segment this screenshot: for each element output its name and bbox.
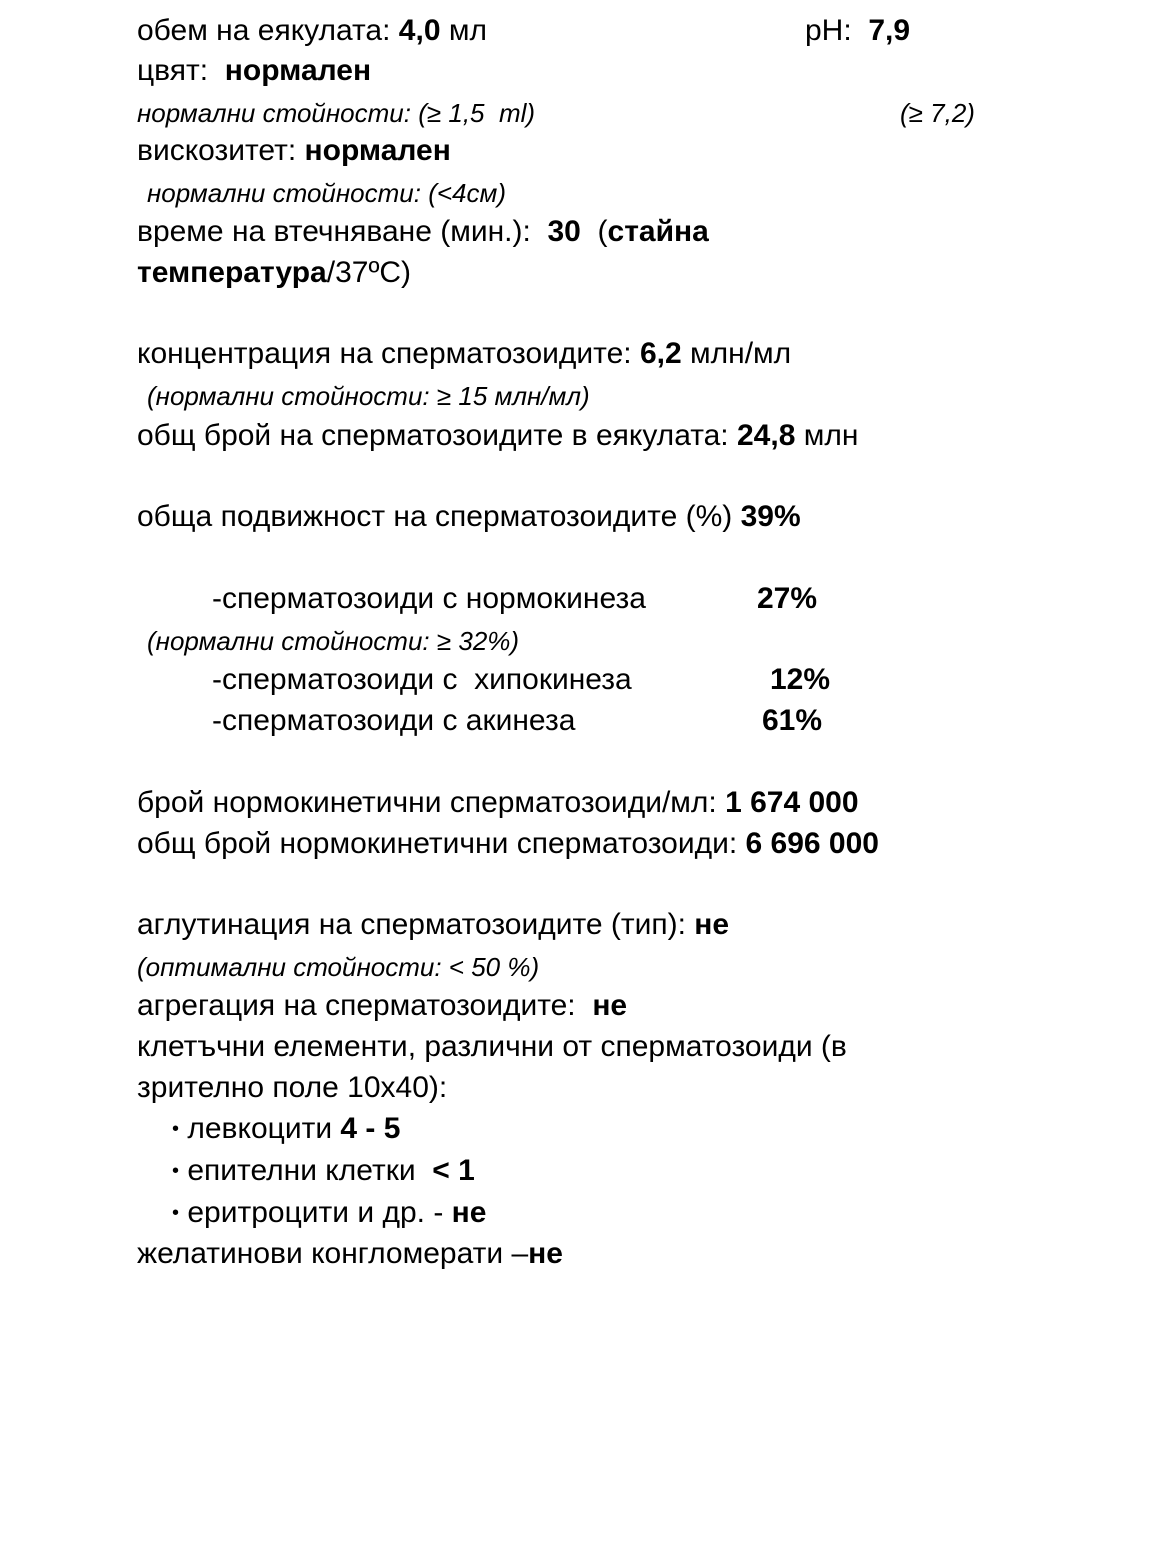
gelatin-value: не	[528, 1237, 563, 1270]
total-count-value: 24,8	[736, 419, 796, 452]
concentration-label: концентрация на сперматозоидите:	[137, 337, 640, 370]
list-item	[172, 1153, 475, 1189]
cells-heading-2: зрително поле 10х40):	[137, 1071, 448, 1104]
liquefaction-paren: (	[580, 215, 608, 248]
liquefaction-temp-bold-1: стайна	[607, 215, 709, 248]
agglutination-line	[137, 907, 729, 943]
epithelial-label: епителни клетки	[187, 1154, 433, 1187]
liquefaction-temp-bold-2: температура	[137, 256, 327, 289]
liquefaction-temp-rest: /37ºC)	[326, 256, 412, 289]
ph-line	[805, 13, 910, 49]
agglutination-norm: (оптимални стойности: < 50 %)	[137, 952, 540, 982]
cells-heading-1: клетъчни елементи, различни от сперматозоиди (в	[137, 1030, 847, 1063]
list-item	[172, 1195, 486, 1231]
normokinetic-per-ml-value: 1 674 000	[725, 786, 859, 819]
aggregation-value: не	[592, 989, 628, 1022]
volume-label: обем на еякулата:	[137, 14, 399, 47]
agglutination-label: аглутинация на сперматозоидите (тип):	[137, 908, 695, 941]
concentration-line	[137, 336, 791, 372]
bullet-icon: •	[172, 1118, 180, 1140]
normokinesis-norm: (нормални стойности: ≥ 32%)	[147, 626, 520, 656]
normokinesis-value: 27%	[757, 582, 818, 615]
bullet-icon: •	[172, 1202, 180, 1224]
color-value: нормален	[224, 54, 372, 87]
leukocytes-value: 4 - 5	[340, 1112, 401, 1145]
normokinetic-per-ml-label: брой нормокинетични сперматозоиди/мл:	[137, 786, 726, 819]
gelatin-line	[137, 1236, 563, 1272]
total-count-unit: млн	[795, 419, 859, 452]
motility-label: обща подвижност на сперматозоидите (%)	[137, 500, 741, 533]
motility-line	[137, 499, 801, 535]
ph-value: 7,9	[868, 14, 911, 47]
bullet-icon: •	[172, 1160, 180, 1182]
aggregation-line	[137, 988, 627, 1024]
concentration-unit: млн/мл	[681, 337, 792, 370]
hypokinesis-label: -сперматозоиди с хипокинеза	[212, 663, 632, 696]
volume-norm: нормални стойности: (≥ 1,5 ml)	[137, 98, 536, 128]
volume-value: 4,0	[398, 14, 441, 47]
color-label: цвят:	[137, 54, 225, 87]
motility-value: 39%	[740, 500, 801, 533]
leukocytes-label: левкоцити	[187, 1112, 341, 1145]
volume-line	[137, 13, 487, 49]
liquefaction-label: време на втечняване (мин.):	[137, 215, 548, 248]
volume-unit: мл	[440, 14, 487, 47]
erythrocytes-label: еритроцити и др. -	[187, 1196, 452, 1229]
normokinetic-per-ml-line	[137, 785, 859, 821]
aggregation-label: агрегация на сперматозоидите:	[137, 989, 593, 1022]
epithelial-value: < 1	[432, 1154, 475, 1187]
total-count-line	[137, 418, 858, 454]
liquefaction-value: 30	[547, 215, 581, 248]
ph-norm: (≥ 7,2)	[900, 98, 975, 128]
concentration-value: 6,2	[639, 337, 682, 370]
gelatin-label: желатинови конгломерати –	[137, 1237, 529, 1270]
hypokinesis-value: 12%	[770, 663, 831, 696]
agglutination-value: не	[694, 908, 730, 941]
viscosity-label: вискозитет:	[137, 134, 305, 167]
liquefaction-line-2	[137, 255, 411, 291]
ph-label: pH:	[805, 14, 869, 47]
color-line	[137, 53, 371, 89]
erythrocytes-value: не	[451, 1196, 487, 1229]
liquefaction-line	[137, 214, 709, 250]
normokinetic-total-line	[137, 826, 879, 862]
viscosity-value: нормален	[304, 134, 451, 167]
list-item	[172, 1111, 400, 1147]
akinesis-value: 61%	[762, 704, 823, 737]
akinesis-label: -сперматозоиди с акинеза	[212, 704, 576, 737]
total-count-label: общ брой на сперматозоидите в еякулата:	[137, 419, 737, 452]
viscosity-norm: нормални стойности: (<4см)	[147, 178, 506, 208]
concentration-norm: (нормални стойности: ≥ 15 млн/мл)	[147, 381, 590, 411]
normokinetic-total-label: общ брой нормокинетични сперматозоиди:	[137, 827, 746, 860]
viscosity-line	[137, 133, 451, 169]
normokinesis-label: -сперматозоиди с нормокинеза	[212, 582, 646, 615]
normokinetic-total-value: 6 696 000	[745, 827, 879, 860]
